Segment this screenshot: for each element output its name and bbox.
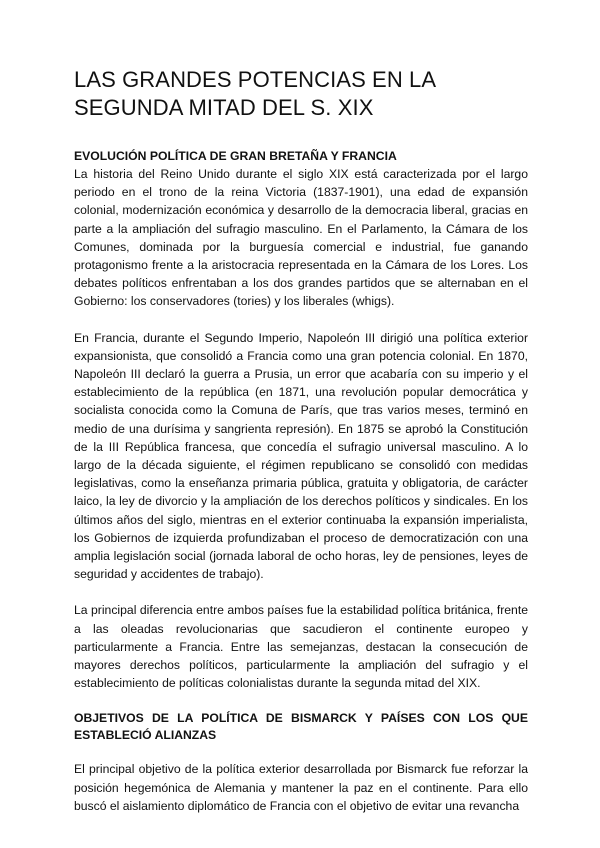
- section-bismarck: [74, 710, 528, 815]
- section-heading-1: EVOLUCIÓN POLÍTICA DE GRAN BRETAÑA Y FRANCIA: [74, 149, 397, 163]
- paragraph-francia: En Francia, durante el Segundo Imperio, Napoleón III dirigió una política exterior expansionista, que consolidó a Francia como una gran potencia colonial. En 1870, Napoleón III declaró la guerra a Prusia, un error que acabaría con su imperio y el establecimiento de la república (en 1871, una revolución popular democrática y socialista conocida como la Comuna de París, que tras varios meses, terminó en medio de una durísima y sangrienta represión). En 1875 se aprobó la Constitución de la III República francesa, que concedía el sufragio universal masculino. A lo largo de la década siguiente, el régimen republicano se consolidó con medidas legislativas, como la enseñanza primaria pública, gratuita y obligatoria, de carácter laico, la ley de divorcio y la ampliación de los derechos políticos y sindicales. En los últimos años del siglo, mientras en el exterior continuaba la expansión imperialista, los Gobiernos de izquierda profundizaban el proceso de democratización con una amplia legislación social (jornada laboral de ocho horas, ley de pensiones, leyes de seguridad y accidentes de trabajo).: [74, 330, 528, 582]
- paragraph-reino-unido: La historia del Reino Unido durante el siglo XIX está caracterizada por el largo periodo en el trono de la reina Victoria (1837-1901), una edad de expansión colonial, modernización económica y desarrollo de la democracia liberal, gracias en parte a la ampliación del sufragio masculino. En el Parlamento, la Cámara de los Comunes, dominada por la burguesía comercial e industrial, fue ganando protagonismo frente a la aristocracia representada en la Cámara de los Lores. Los debates políticos enfrentaban a los dos grandes partidos que se alternaban en el Gobierno: los conservadores (tories) y los liberales (whigs).: [74, 167, 528, 309]
- paragraph-diferencias: La principal diferencia entre ambos países fue la estabilidad política británica, frente a las oleadas revolucionarias que sacudieron el continente europeo y particularmente a Francia. Entre las semejanzas, destacan la consecución de mayores derechos políticos, particularmente la ampliación del sufragio y el establecimiento de políticas colonialistas durante la segunda mitad del XIX.: [74, 603, 528, 691]
- paragraph-bismarck: El principal objetivo de la política exterior desarrollada por Bismarck fue reforzar la posición hegemónica de Alemania y mantener la paz en el continente. Para ello buscó el aislamiento diplomático de Francia con el objetivo de evitar una revancha: [74, 762, 528, 813]
- section-evolucion-politica: [74, 148, 528, 692]
- section-heading-2: OBJETIVOS DE LA POLÍTICA DE BISMARCK Y PAÍSES CON LOS QUE ESTABLECIÓ ALIANZAS: [74, 711, 528, 743]
- document-title: LAS GRANDES POTENCIAS EN LA SEGUNDA MITAD DEL S. XIX: [74, 67, 435, 120]
